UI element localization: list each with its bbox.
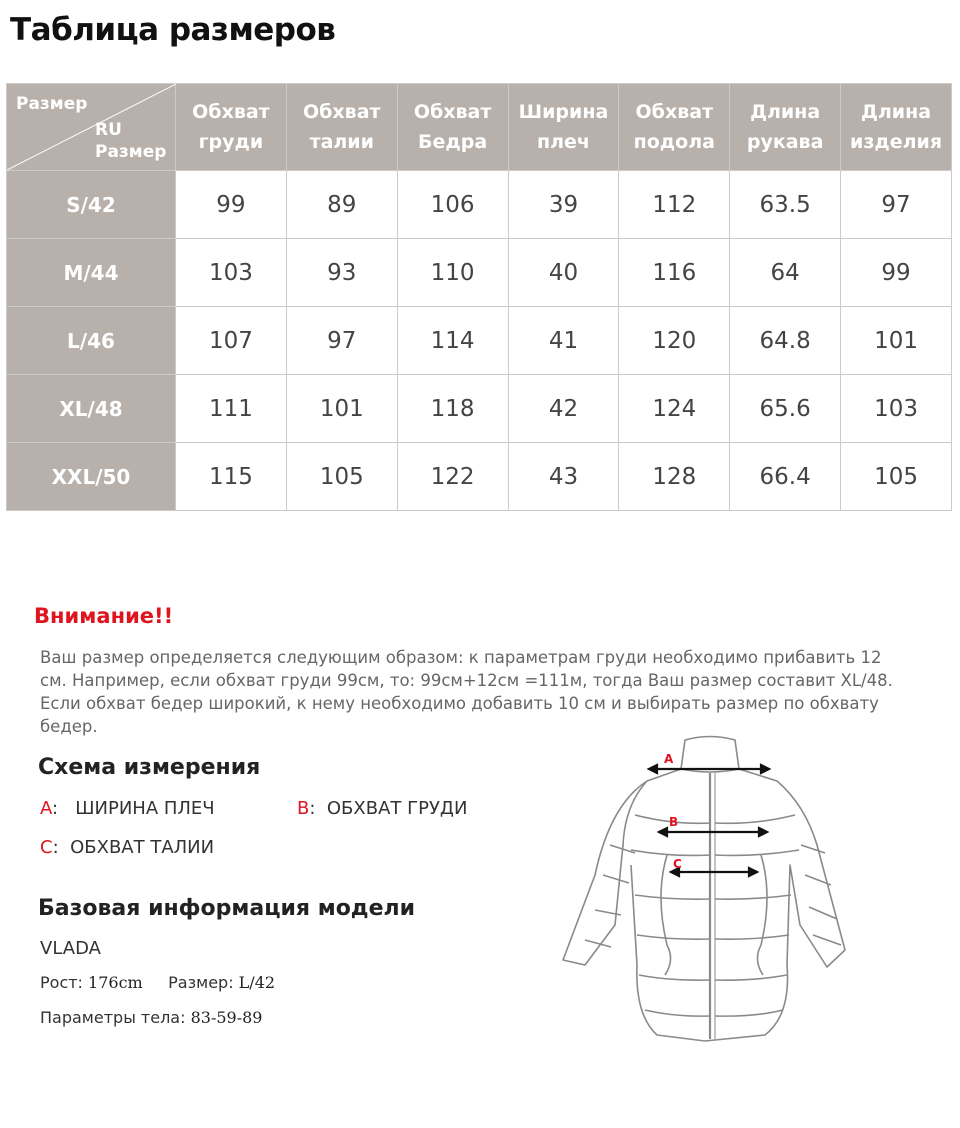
arrow-head-right	[759, 828, 767, 836]
table-cell: 97	[286, 307, 397, 375]
legend-label-waist: ОБХВАТ ТАЛИИ	[70, 837, 215, 858]
table-cell: 107	[176, 307, 287, 375]
table-cell: 41	[508, 307, 619, 375]
size-advice-text: Ваш размер определяется следующим образом: к параметрам груди необходимо прибавить 12 см. Например, если обхват груди 99см, то: 99см+12см =111м, тогда Ваш размер составит XL/48. Если обхват бедер широкий, к нему необходимо добавить 10 см и выбирать размер по обхвату бедер.	[40, 648, 893, 736]
diagram-letter-b: B	[669, 815, 679, 829]
table-cell: 99	[841, 239, 952, 307]
table-corner-header	[7, 84, 176, 171]
model-name: VLADA	[40, 938, 101, 959]
legend-letter-b: B	[297, 798, 310, 819]
model-height-size-line	[40, 973, 275, 992]
corner-label-size: Размер	[16, 94, 88, 114]
quilt-line	[639, 975, 787, 980]
table-cell: 116	[619, 239, 730, 307]
table-cell: 66.4	[730, 443, 841, 511]
table-header-row	[7, 84, 952, 171]
left-seam-curve	[661, 855, 671, 975]
table-cell: 39	[508, 171, 619, 239]
arrow-head-right	[761, 765, 769, 773]
table-cell: 112	[619, 171, 730, 239]
table-cell: 63.5	[730, 171, 841, 239]
table-cell: 101	[841, 307, 952, 375]
column-header-waist: Обхват талии	[286, 84, 397, 171]
table-cell: 42	[508, 375, 619, 443]
table-row	[7, 171, 952, 239]
legend-label-chest: ОБХВАТ ГРУДИ	[326, 798, 468, 819]
table-row	[7, 307, 952, 375]
column-header-hem: Обхват подола	[619, 84, 730, 171]
arrow-head-left	[659, 828, 667, 836]
model-params-line	[40, 1008, 262, 1027]
size-value: L/42	[238, 973, 276, 992]
params-value: 83-59-89	[190, 1008, 263, 1027]
quilt-line	[637, 935, 789, 939]
table-cell: 93	[286, 239, 397, 307]
table-cell: 128	[619, 443, 730, 511]
collar-outline	[681, 737, 739, 773]
jacket-body-outline	[563, 769, 845, 1041]
table-cell: 64	[730, 239, 841, 307]
row-size-label: XL/48	[7, 375, 176, 443]
column-header-shoulders: Ширина плеч	[508, 84, 619, 171]
table-cell: 105	[841, 443, 952, 511]
legend-item-waist: C: ОБХВАТ ТАЛИИ	[40, 837, 215, 858]
corner-label-ru-size: Размер	[95, 142, 167, 162]
arrow-head-left	[649, 765, 657, 773]
table-cell: 110	[397, 239, 508, 307]
model-info-heading: Базовая информация модели	[38, 896, 416, 921]
table-cell: 124	[619, 375, 730, 443]
attention-heading: Внимание!!	[34, 604, 174, 628]
row-size-label: L/46	[7, 307, 176, 375]
table-cell: 115	[176, 443, 287, 511]
diagram-letter-a: A	[664, 752, 674, 766]
table-cell: 106	[397, 171, 508, 239]
table-cell: 43	[508, 443, 619, 511]
corner-label-ru: RU	[95, 120, 122, 140]
table-cell: 40	[508, 239, 619, 307]
table-cell: 101	[286, 375, 397, 443]
page-title: Таблица размеров	[10, 12, 336, 48]
column-header-sleeve: Длина рукава	[730, 84, 841, 171]
column-header-length: Длина изделия	[841, 84, 952, 171]
height-label: Рост:	[40, 973, 83, 992]
size-table	[6, 83, 952, 511]
quilt-line	[645, 1010, 783, 1016]
table-cell: 120	[619, 307, 730, 375]
height-value: 176cm	[88, 973, 143, 992]
table-cell: 97	[841, 171, 952, 239]
row-size-label: XXL/50	[7, 443, 176, 511]
diagram-letter-c: C	[673, 857, 682, 871]
arrow-head-right	[749, 868, 757, 876]
row-size-label: M/44	[7, 239, 176, 307]
measurement-scheme-heading: Схема измерения	[38, 755, 261, 780]
size-label: Размер:	[168, 973, 234, 992]
table-row	[7, 239, 952, 307]
legend-item-shoulder-width: A: ШИРИНА ПЛЕЧ	[40, 798, 215, 819]
legend-item-chest: B: ОБХВАТ ГРУДИ	[297, 798, 468, 819]
table-row	[7, 375, 952, 443]
table-cell: 99	[176, 171, 287, 239]
table-cell: 65.6	[730, 375, 841, 443]
column-header-hips: Обхват Бедра	[397, 84, 508, 171]
column-header-chest: Обхват груди	[176, 84, 287, 171]
legend-letter-a: A	[40, 798, 52, 819]
table-cell: 105	[286, 443, 397, 511]
table-cell: 111	[176, 375, 287, 443]
table-cell: 103	[841, 375, 952, 443]
right-seam-curve	[757, 855, 767, 975]
table-row	[7, 443, 952, 511]
table-cell: 103	[176, 239, 287, 307]
table-cell: 118	[397, 375, 508, 443]
legend-letter-c: C	[40, 837, 53, 858]
params-label: Параметры тела:	[40, 1008, 186, 1027]
row-size-label: S/42	[7, 171, 176, 239]
table-cell: 114	[397, 307, 508, 375]
table-cell: 122	[397, 443, 508, 511]
legend-label-shoulder-width: ШИРИНА ПЛЕЧ	[75, 798, 215, 819]
jacket-measurement-diagram	[555, 735, 855, 1045]
table-cell: 64.8	[730, 307, 841, 375]
table-cell: 89	[286, 171, 397, 239]
